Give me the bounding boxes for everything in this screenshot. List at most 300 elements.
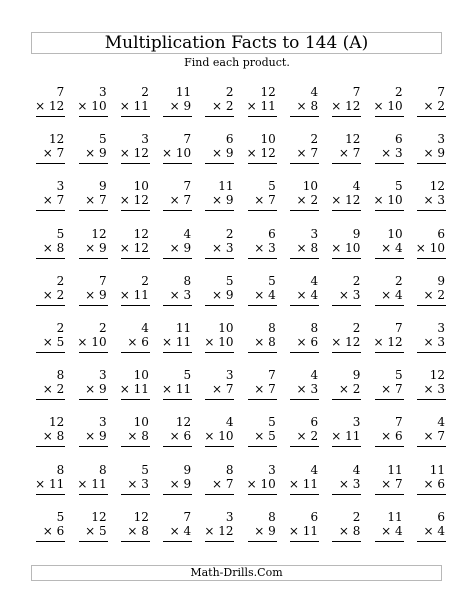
multiplier [170,194,192,208]
multiplier [212,100,234,114]
multiplier-value: 6 [141,334,149,349]
times-operator: × [119,193,130,208]
multiplicand: 12 [91,226,107,241]
answer-line [36,494,65,495]
answer-line [375,541,404,542]
problem-85 [195,464,237,511]
times-operator: × [169,240,180,255]
times-operator: × [85,193,96,208]
multiplier-value: 7 [56,193,65,208]
problem-2 [68,86,110,133]
multiplier-value: 3 [395,146,403,161]
answer-line [121,446,150,447]
times-operator: × [254,523,265,538]
multiplicand: 8 [225,462,234,477]
problem-95 [195,511,237,558]
answer-line [332,258,361,259]
multiplier-value: 4 [268,287,276,302]
multiplicand: 11 [175,320,192,335]
problem-42 [68,275,110,322]
multiplicand: 2 [56,320,65,335]
problem-21 [26,180,68,227]
multiplier-value: 4 [310,287,319,302]
multiplicand: 4 [310,462,319,477]
multiplicand: 7 [183,132,192,147]
multiplier-value: 7 [225,382,234,397]
times-operator: × [296,334,307,349]
answer-line [121,258,150,259]
problem-78 [322,416,364,463]
problem-47 [280,275,322,322]
problem-37 [280,228,322,275]
multiplier [120,242,149,256]
multiplicand: 2 [395,273,403,288]
times-operator: × [119,240,130,255]
multiplicand: 7 [395,320,403,335]
multiplicand: 3 [98,415,107,430]
multiplier-value: 8 [141,429,149,444]
multiplier [43,430,65,444]
multiplier [120,100,149,114]
times-operator: × [127,476,138,491]
multiplier-value: 4 [395,523,403,538]
problem-82 [68,464,110,511]
problem-59 [364,322,406,369]
times-operator: × [77,476,88,491]
multiplier-value: 7 [268,193,276,208]
multiplier [381,289,403,303]
times-operator: × [42,287,53,302]
multiplier-value: 12 [345,193,361,208]
times-operator: × [246,476,257,491]
answer-line [36,163,65,164]
answer-line [417,399,446,400]
multiplier [381,147,403,161]
problem-56 [237,322,279,369]
multiplier-value: 9 [225,193,234,208]
multiplier [212,147,234,161]
times-operator: × [85,382,96,397]
multiplicand: 5 [268,273,276,288]
problem-61 [26,369,68,416]
multiplier-value: 12 [49,99,65,113]
multiplier [423,430,445,444]
multiplier-value: 3 [437,193,445,208]
problem-49 [364,275,406,322]
problem-27 [280,180,322,227]
times-operator: × [415,240,426,255]
multiplier [43,336,65,350]
problem-13 [111,133,153,180]
answer-line [79,163,108,164]
multiplicand: 9 [98,179,107,194]
multiplicand: 5 [268,415,276,430]
multiplicand: 8 [310,320,319,335]
multiplicand: 3 [98,368,107,383]
times-operator: × [119,382,130,397]
multiplicand: 2 [352,320,361,335]
multiplier [339,525,361,539]
multiplier [297,289,319,303]
answer-line [417,210,446,211]
multiplicand: 6 [310,509,319,524]
multiplier-value: 11 [91,476,107,491]
answer-line [417,494,446,495]
problem-76 [237,416,279,463]
times-operator: × [204,523,215,538]
answer-line [332,541,361,542]
multiplier [170,242,192,256]
multiplicand: 4 [437,415,445,430]
times-operator: × [169,287,180,302]
multiplicand: 3 [141,132,149,147]
multiplicand: 2 [352,509,361,524]
times-operator: × [162,334,173,349]
times-operator: × [119,287,130,302]
multiplicand: 6 [310,415,319,430]
multiplier-value: 4 [395,287,403,302]
multiplier-value: 10 [429,240,445,255]
times-operator: × [423,476,434,491]
problem-33 [111,228,153,275]
multiplier [423,100,445,114]
worksheet-title: Multiplication Facts to 144 (A) [31,32,442,54]
answer-line [205,258,234,259]
times-operator: × [169,476,180,491]
multiplicand: 4 [310,85,319,99]
answer-line [205,210,234,211]
times-operator: × [296,193,307,208]
multiplier [339,478,361,492]
multiplier-value: 11 [175,382,192,397]
multiplier [297,100,319,114]
multiplicand: 7 [268,368,276,383]
multiplier [254,194,276,208]
multiplier-value: 9 [225,146,234,161]
problem-26 [237,180,279,227]
problem-100 [407,511,449,558]
multiplicand: 7 [183,509,192,524]
multiplier-value: 11 [302,523,319,538]
times-operator: × [169,523,180,538]
multiplier [77,100,106,114]
multiplier-value: 2 [437,99,445,113]
times-operator: × [381,287,392,302]
multiplier-value: 7 [352,146,361,161]
answer-line [205,305,234,306]
multiplier-value: 6 [183,429,192,444]
multiplier [77,478,106,492]
multiplicand: 11 [387,509,403,524]
problem-4 [153,86,195,133]
multiplier [254,525,276,539]
multiplier-value: 3 [352,476,361,491]
multiplicand: 12 [49,415,65,430]
times-operator: × [35,476,46,491]
times-operator: × [423,429,434,444]
times-operator: × [211,240,223,255]
multiplicand: 2 [352,273,361,288]
problem-67 [280,369,322,416]
problem-44 [153,275,195,322]
multiplier-value: 6 [56,523,65,538]
problem-31 [26,228,68,275]
answer-line [248,494,277,495]
multiplier-value: 3 [268,240,276,255]
problem-60 [407,322,449,369]
multiplier [127,525,149,539]
answer-line [36,116,65,117]
multiplicand: 3 [352,415,361,430]
multiplicand: 10 [133,179,149,194]
problem-25 [195,180,237,227]
problem-32 [68,228,110,275]
multiplier-value: 3 [437,382,445,397]
multiplier [120,147,149,161]
problem-86 [237,464,279,511]
multiplier-value: 2 [56,382,65,397]
multiplier [85,525,107,539]
answer-line [332,210,361,211]
multiplier [289,525,318,539]
multiplier [170,478,192,492]
problem-41 [26,275,68,322]
multiplicand: 8 [268,509,276,524]
problem-88 [322,464,364,511]
multiplicand: 2 [225,226,234,241]
multiplier [254,383,276,397]
multiplier [212,242,234,256]
multiplier [170,100,192,114]
multiplier [120,289,149,303]
multiplier-value: 10 [387,193,403,208]
problem-12 [68,133,110,180]
times-operator: × [42,429,53,444]
answer-line [248,210,277,211]
answer-line [375,352,404,353]
problem-89 [364,464,406,511]
multiplier [85,147,107,161]
multiplier-value: 4 [395,240,403,255]
multiplicand: 3 [225,368,234,383]
multiplier-value: 3 [437,334,445,349]
multiplier [43,242,65,256]
answer-line [332,163,361,164]
problem-48 [322,275,364,322]
multiplier-value: 7 [395,476,403,491]
multiplier-value: 2 [352,382,361,397]
problem-96 [237,511,279,558]
multiplier-value: 10 [345,240,361,255]
answer-line [121,116,150,117]
times-operator: × [423,523,434,538]
multiplicand: 3 [225,509,234,524]
answer-line [205,399,234,400]
answer-line [163,210,192,211]
problem-38 [322,228,364,275]
answer-line [36,446,65,447]
multiplicand: 7 [437,85,445,99]
multiplier-value: 9 [98,146,107,161]
multiplier-value: 8 [310,99,319,113]
times-operator: × [204,429,215,444]
times-operator: × [211,146,223,161]
answer-line [417,352,446,353]
times-operator: × [288,523,299,538]
multiplier-value: 8 [352,523,361,538]
multiplicand: 5 [395,179,403,194]
problem-36 [237,228,279,275]
problem-18 [322,133,364,180]
multiplicand: 3 [98,85,107,99]
problem-39 [364,228,406,275]
times-operator: × [423,382,434,397]
multiplicand: 12 [260,85,276,99]
answer-line [163,305,192,306]
times-operator: × [254,287,265,302]
answer-line [205,494,234,495]
problem-77 [280,416,322,463]
problem-79 [364,416,406,463]
multiplicand: 5 [56,509,65,524]
answer-line [205,446,234,447]
multiplier-value: 9 [98,287,107,302]
answer-line [163,494,192,495]
answer-line [375,399,404,400]
times-operator: × [42,146,53,161]
answer-line [79,446,108,447]
multiplier-value: 11 [345,429,361,444]
multiplier [204,336,233,350]
multiplier-value: 3 [352,287,361,302]
multiplicand: 2 [310,132,319,147]
multiplicand: 6 [395,132,403,147]
multiplier [127,430,149,444]
multiplicand: 3 [56,179,65,194]
multiplier-value: 11 [49,476,65,491]
answer-line [332,494,361,495]
answer-line [79,116,108,117]
times-operator: × [42,240,53,255]
multiplier-value: 12 [218,523,234,538]
multiplier-value: 2 [225,99,234,113]
multiplier [423,383,445,397]
multiplier-value: 3 [141,476,149,491]
problem-58 [322,322,364,369]
multiplier [254,242,276,256]
problem-80 [407,416,449,463]
multiplicand: 8 [56,462,65,477]
answer-line [332,446,361,447]
answer-line [417,163,446,164]
answer-line [121,399,150,400]
answer-line [36,305,65,306]
times-operator: × [85,523,96,538]
answer-line [248,116,277,117]
multiplier [331,336,360,350]
problem-20 [407,133,449,180]
multiplier [423,336,445,350]
answer-line [248,258,277,259]
multiplicand: 5 [225,273,234,288]
problem-74 [153,416,195,463]
multiplier-value: 9 [183,240,192,255]
multiplicand: 4 [141,320,149,335]
multiplicand: 5 [183,368,192,383]
multiplier-value: 10 [218,429,234,444]
multiplicand: 9 [352,368,361,383]
times-operator: × [423,146,434,161]
multiplier [423,525,445,539]
times-operator: × [42,334,53,349]
problem-19 [364,133,406,180]
multiplier [381,430,403,444]
problem-99 [364,511,406,558]
multiplier [120,194,149,208]
answer-line [163,399,192,400]
times-operator: × [296,240,307,255]
multiplier [254,336,276,350]
times-operator: × [254,334,265,349]
answer-line [332,352,361,353]
multiplicand: 12 [429,179,445,194]
multiplicand: 9 [437,273,445,288]
answer-line [248,305,277,306]
times-operator: × [35,99,46,113]
multiplier-value: 12 [133,240,149,255]
answer-line [163,258,192,259]
times-operator: × [254,193,265,208]
times-operator: × [119,146,130,161]
multiplier-value: 10 [387,99,403,113]
multiplicand: 5 [395,368,403,383]
multiplier-value: 12 [345,334,361,349]
problem-45 [195,275,237,322]
answer-line [79,210,108,211]
problem-54 [153,322,195,369]
multiplier [77,336,106,350]
times-operator: × [254,429,265,444]
multiplier-value: 10 [260,476,276,491]
multiplicand: 6 [268,226,276,241]
multiplicand: 3 [268,462,276,477]
multiplier-value: 5 [56,334,65,349]
multiplier [381,242,403,256]
answer-line [417,116,446,117]
times-operator: × [331,334,342,349]
problem-75 [195,416,237,463]
multiplier-value: 2 [310,193,319,208]
times-operator: × [338,476,349,491]
times-operator: × [423,193,434,208]
multiplier-value: 10 [175,146,192,161]
problem-81 [26,464,68,511]
multiplier-value: 7 [437,429,445,444]
multiplicand: 7 [56,85,65,99]
multiplier-value: 6 [437,476,445,491]
times-operator: × [211,287,223,302]
answer-line [163,446,192,447]
instructions: Find each product. [184,56,290,69]
multiplier-value: 9 [268,523,276,538]
answer-line [417,258,446,259]
answer-line [375,210,404,211]
multiplier [331,430,360,444]
problem-16 [237,133,279,180]
multiplicand: 4 [310,273,319,288]
answer-line [248,399,277,400]
answer-line [121,541,150,542]
